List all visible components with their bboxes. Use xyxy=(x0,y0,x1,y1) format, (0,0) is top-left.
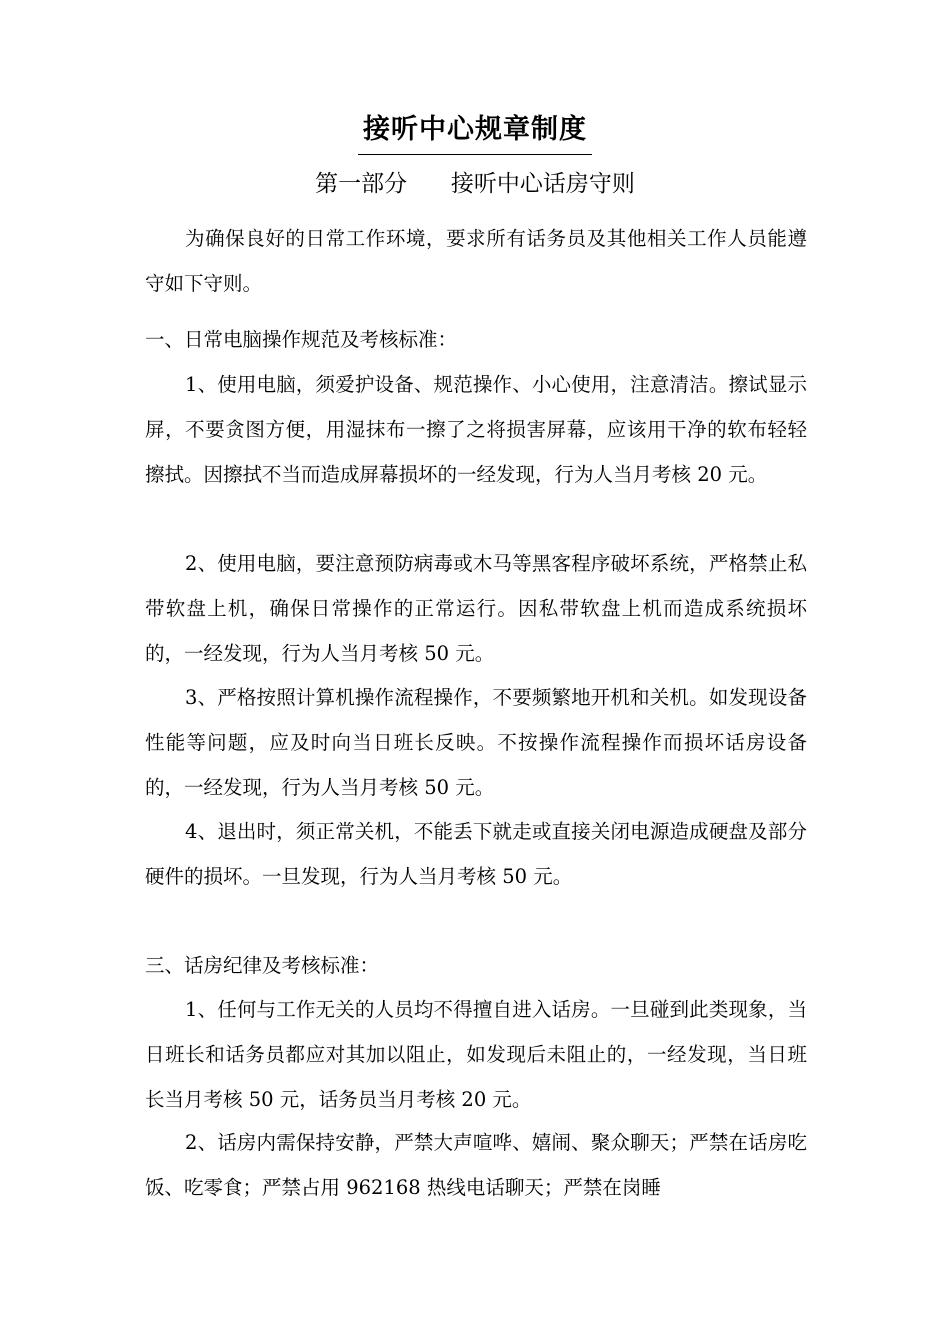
intro-paragraph: 为确保良好的日常工作环境，要求所有话务员及其他相关工作人员能遵守如下守则。 xyxy=(145,227,807,295)
section-one-item-3: 3、严格按照计算机操作流程操作，不要频繁地开机和关机。如发现设备性能等问题，应及时向当日班长反映。不按操作流程操作而损坏话房设备的，一经发现，行为人当月考核 50 元。 xyxy=(145,686,807,799)
section-one-item-2: 2、使用电脑，要注意预防病毒或木马等黑客程序破坏系统，严格禁止私带软盘上机，确保日常操作的正常运行。因私带软盘上机而造成系统损坏的，一经发现，行为人当月考核 50 元。 xyxy=(145,552,807,665)
title-underline xyxy=(358,154,592,155)
section-three-heading: 三、话房纪律及考核标准： xyxy=(145,954,380,977)
section-one-heading: 一、日常电脑操作规范及考核标准： xyxy=(145,328,458,351)
section-three-item-1: 1、任何与工作无关的人员均不得擅自进入话房。一旦碰到此类现象，当日班长和话务员都应对其加以阻止，如发现后未阻止的，一经发现，当日班长当月考核 50 元，话务员当月考核 20 元。 xyxy=(145,998,807,1111)
document-title: 接听中心规章制度 xyxy=(363,114,587,145)
section-one-item-1: 1、使用电脑，须爱护设备、规范操作、小心使用，注意清洁。擦试显示屏，不要贪图方便，用湿抹布一擦了之将损害屏幕，应该用干净的软布轻轻擦拭。因擦拭不当而造成屏幕损坏的一经发现，行为人当月考核 20 元。 xyxy=(145,373,807,486)
section-three-item-2: 2、话房内需保持安静，严禁大声喧哗、嬉闹、聚众聊天；严禁在话房吃饭、吃零食；严禁占用 962168 热线电话聊天；严禁在岗睡 xyxy=(145,1131,807,1199)
section-one-item-4: 4、退出时，须正常关机，不能丢下就走或直接关闭电源造成硬盘及部分硬件的损坏。一旦发现，行为人当月考核 50 元。 xyxy=(145,820,807,888)
part-title: 第一部分 接听中心话房守则 xyxy=(315,171,635,197)
